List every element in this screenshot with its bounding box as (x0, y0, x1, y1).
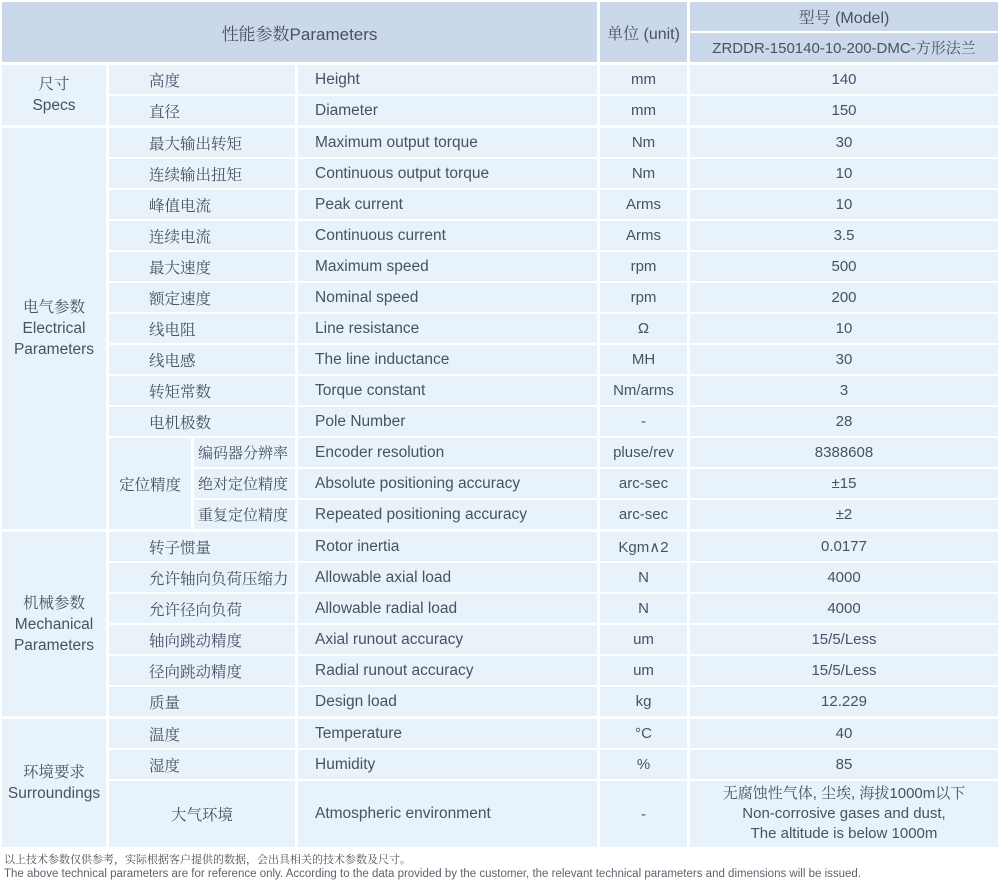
group-label-line: 环境要求 (22, 764, 85, 781)
param-label-en: Radial runout accuracy (298, 656, 597, 685)
value-cell: 4000 (690, 563, 998, 592)
param-label-cn: 允许轴向负荷压缩力 (109, 563, 295, 592)
table-row (109, 376, 998, 405)
unit-cell: kg (600, 687, 687, 716)
table-row (109, 594, 998, 623)
param-label-cn: 湿度 (109, 750, 295, 779)
param-label-cn: 最大速度 (109, 252, 295, 281)
value-cell: 85 (690, 750, 998, 779)
unit-cell: arc-sec (600, 500, 687, 529)
value-cell: 8388608 (690, 438, 998, 467)
value-cell: 28 (690, 407, 998, 436)
value-cell: 15/5/Less (690, 625, 998, 654)
table-row (109, 719, 998, 748)
unit-cell: MH (600, 345, 687, 374)
table-row (109, 314, 998, 343)
group-label-line: Mechanical (14, 615, 94, 633)
param-sublabel-cn: 重复定位精度 (194, 500, 295, 529)
section-rows (109, 65, 998, 125)
value-cell: 12.229 (690, 687, 998, 716)
param-label-cn: 允许径向负荷 (109, 594, 295, 623)
param-label-en: Repeated positioning accuracy (298, 500, 597, 529)
table-row (194, 469, 998, 498)
unit-cell: Kgm∧2 (600, 532, 687, 561)
param-label-en: Maximum speed (298, 252, 597, 281)
table-row (194, 438, 998, 467)
section-rows (109, 128, 998, 529)
param-label-en: Allowable axial load (298, 563, 597, 592)
value-cell: ±2 (690, 500, 998, 529)
value-cell: 30 (690, 345, 998, 374)
param-label-cn: 连续输出扭矩 (109, 159, 295, 188)
table-row (109, 65, 998, 94)
table-row (109, 345, 998, 374)
value-cell: 10 (690, 314, 998, 343)
unit-cell: mm (600, 65, 687, 94)
param-label-cn: 直径 (109, 96, 295, 125)
group-cell-electrical (2, 128, 106, 529)
positioning-accuracy-block (109, 438, 998, 529)
param-label-en: Axial runout accuracy (298, 625, 597, 654)
section-surroundings (2, 719, 998, 847)
group-cell-mechanical (2, 532, 106, 716)
group-label-line: 机械参数 (22, 594, 85, 612)
group-label-line: Parameters (13, 636, 95, 654)
value-cell: 15/5/Less (690, 656, 998, 685)
value-cell: 140 (690, 65, 998, 94)
unit-cell: rpm (600, 252, 687, 281)
param-label-en: Rotor inertia (298, 532, 597, 561)
unit-cell: N (600, 594, 687, 623)
table-row (109, 190, 998, 219)
group-label-line: Electrical (22, 320, 86, 337)
unit-cell: Ω (600, 314, 687, 343)
param-label-en: Nominal speed (298, 283, 597, 312)
param-label-en: Line resistance (298, 314, 597, 343)
param-label-cn: 连续电流 (109, 221, 295, 250)
unit-cell: um (600, 625, 687, 654)
model-header (690, 2, 998, 62)
param-sublabel-cn: 绝对定位精度 (194, 469, 295, 498)
table-row (109, 159, 998, 188)
param-label-en: Continuous output torque (298, 159, 597, 188)
param-label-cn: 温度 (109, 719, 295, 748)
value-cell: 4000 (690, 594, 998, 623)
unit-cell: % (600, 750, 687, 779)
table-row (109, 532, 998, 561)
value-cell: 500 (690, 252, 998, 281)
value-cell: 200 (690, 283, 998, 312)
unit-cell: Arms (600, 190, 687, 219)
table-row (109, 563, 998, 592)
value-cell: 30 (690, 128, 998, 157)
value-line: The altitude is below 1000m (750, 825, 938, 842)
footer-note-cn: 以上技术参数仅供参考，实际根据客户提供的数据，会出具相关的技术参数及尺寸。 (4, 854, 411, 866)
section-electrical (2, 128, 998, 529)
param-label-cn: 峰值电流 (109, 190, 295, 219)
unit-cell: °C (600, 719, 687, 748)
param-label-en: Maximum output torque (298, 128, 597, 157)
param-label-cn: 线电感 (109, 345, 295, 374)
model-label: 型号 (Model) (690, 2, 998, 31)
param-label-en: Allowable radial load (298, 594, 597, 623)
param-label-en: The line inductance (298, 345, 597, 374)
table-row-atmospheric (109, 781, 998, 847)
table-row (109, 252, 998, 281)
table-row (109, 128, 998, 157)
table-row (109, 407, 998, 436)
param-sublabel-cn: 编码器分辨率 (194, 438, 295, 467)
value-cell: 3.5 (690, 221, 998, 250)
footer-notes (2, 847, 998, 882)
value-cell: ±15 (690, 469, 998, 498)
table-row (109, 221, 998, 250)
param-label-en: Encoder resolution (298, 438, 597, 467)
param-label-cn: 高度 (109, 65, 295, 94)
unit-cell: Nm (600, 159, 687, 188)
unit-cell: N (600, 563, 687, 592)
group-label-line: Parameters (13, 341, 95, 358)
section-mechanical (2, 532, 998, 716)
param-label-en: Continuous current (298, 221, 597, 250)
unit-cell: um (600, 656, 687, 685)
value-cell: 150 (690, 96, 998, 125)
value-line: Non-corrosive gases and dust, (742, 805, 946, 822)
group-label-line: 尺寸 (38, 76, 70, 93)
table-row (194, 500, 998, 529)
value-cell: 0.0177 (690, 532, 998, 561)
param-label-cn: 转矩常数 (109, 376, 295, 405)
param-label-cn: 大气环境 (109, 781, 295, 847)
param-label-cn: 最大输出转矩 (109, 128, 295, 157)
table-row (109, 687, 998, 716)
param-label-en: Design load (298, 687, 597, 716)
unit-cell: mm (600, 96, 687, 125)
group-label-line: Specs (32, 97, 76, 114)
unit-cell: Nm (600, 128, 687, 157)
param-label-cn: 转子惯量 (109, 532, 295, 561)
table-row (109, 625, 998, 654)
param-label-cn: 径向跳动精度 (109, 656, 295, 685)
unit-header: 单位 (unit) (600, 2, 687, 62)
param-label-en: Temperature (298, 719, 597, 748)
value-cell: 40 (690, 719, 998, 748)
table-header-row (2, 2, 998, 62)
param-label-en: Atmospheric environment (298, 781, 597, 847)
param-label-cn: 额定速度 (109, 283, 295, 312)
param-label-cn: 线电阻 (109, 314, 295, 343)
table-body (2, 65, 998, 847)
table-row (109, 750, 998, 779)
model-value: ZRDDR-150140-10-200-DMC-方形法兰 (690, 33, 998, 62)
param-label-cn: 轴向跳动精度 (109, 625, 295, 654)
section-specs (2, 65, 998, 125)
unit-cell: rpm (600, 283, 687, 312)
unit-cell: arc-sec (600, 469, 687, 498)
table-row (109, 96, 998, 125)
section-rows (109, 532, 998, 716)
table-row (109, 283, 998, 312)
group-label-line: Surroundings (7, 785, 101, 802)
footer-note-en: The above technical parameters are for reference only. According to the data provided by the customer, the relevant technical parameters and dimensions will be issued. (4, 868, 862, 880)
section-rows (109, 719, 998, 847)
group-cell-specs (2, 65, 106, 125)
param-label-en: Diameter (298, 96, 597, 125)
param-label-en: Height (298, 65, 597, 94)
param-label-cn: 电机极数 (109, 407, 295, 436)
subgroup-label: 定位精度 (109, 438, 191, 529)
parameters-header: 性能参数Parameters (2, 2, 597, 62)
value-cell: 3 (690, 376, 998, 405)
param-label-en: Absolute positioning accuracy (298, 469, 597, 498)
unit-cell: Arms (600, 221, 687, 250)
value-cell: 10 (690, 159, 998, 188)
unit-cell: - (600, 781, 687, 847)
table-row (109, 656, 998, 685)
group-cell-surroundings (2, 719, 106, 847)
param-label-en: Pole Number (298, 407, 597, 436)
param-label-en: Torque constant (298, 376, 597, 405)
value-cell: 10 (690, 190, 998, 219)
value-line: 无腐蚀性气体, 尘埃, 海拔1000m以下 (722, 785, 966, 802)
value-cell-multiline (690, 781, 998, 847)
param-label-en: Humidity (298, 750, 597, 779)
unit-cell: pluse/rev (600, 438, 687, 467)
subgroup-rows (194, 438, 998, 529)
unit-cell: Nm/arms (600, 376, 687, 405)
param-label-en: Peak current (298, 190, 597, 219)
group-label-line: 电气参数 (22, 299, 85, 316)
unit-cell: - (600, 407, 687, 436)
param-label-cn: 质量 (109, 687, 295, 716)
